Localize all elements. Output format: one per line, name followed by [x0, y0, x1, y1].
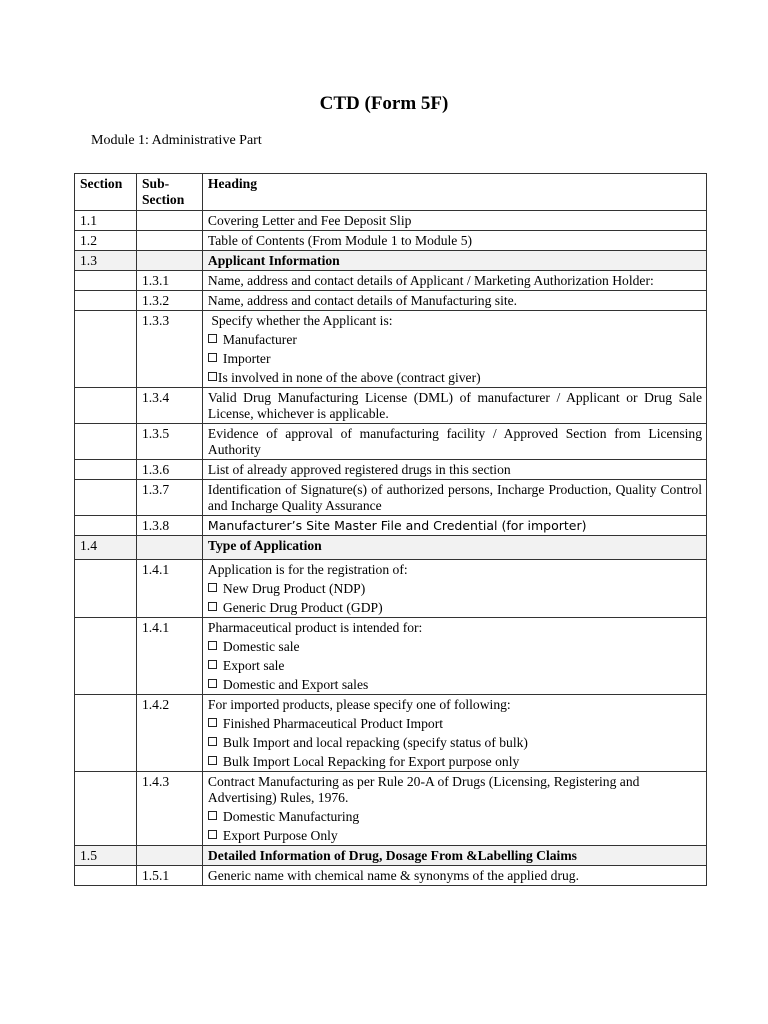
- option-label: Importer: [222, 351, 271, 366]
- section-cell: [75, 695, 137, 772]
- heading-text: Contract Manufacturing as per Rule 20-A of Drugs (Licensing, Registering and Advertising) Rules, 1976.: [207, 774, 640, 805]
- checkbox-icon[interactable]: [208, 583, 217, 592]
- subsection-cell: 1.3.4: [136, 388, 202, 424]
- section-cell: [75, 424, 137, 460]
- checkbox-icon[interactable]: [208, 756, 217, 765]
- module-label: Module 1: Administrative Part: [91, 133, 262, 148]
- checkbox-option[interactable]: [208, 370, 702, 386]
- subsection-cell: 1.3.8: [136, 516, 202, 536]
- checkbox-option[interactable]: [208, 828, 702, 844]
- heading-cell: [202, 311, 706, 388]
- option-label: New Drug Product (NDP): [222, 581, 366, 596]
- checkbox-icon[interactable]: [208, 737, 217, 746]
- heading-cell: Valid Drug Manufacturing License (DML) of manufacturer / Applicant or Drug Sale License, whichever is applicable.: [202, 388, 706, 424]
- section-cell: [75, 388, 137, 424]
- option-label: Export Purpose Only: [222, 828, 338, 843]
- table-row: [75, 516, 707, 536]
- section-cell: [75, 480, 137, 516]
- heading-text: Application is for the registration of:: [207, 562, 408, 577]
- table-row-section-heading: [75, 846, 707, 866]
- table-row: [75, 271, 707, 291]
- section-cell: [75, 618, 137, 695]
- option-label: Finished Pharmaceutical Product Import: [222, 716, 444, 731]
- table-row: [75, 695, 707, 772]
- option-label: Domestic sale: [222, 639, 300, 654]
- heading-cell: Evidence of approval of manufacturing facility / Approved Section from Licensing Authority: [202, 424, 706, 460]
- table-header-row: [75, 174, 707, 211]
- option-label: Bulk Import and local repacking (specify status of bulk): [222, 735, 528, 750]
- section-heading-cell: Detailed Information of Drug, Dosage From &Labelling Claims: [202, 846, 706, 866]
- heading-cell: [202, 560, 706, 618]
- table-row-section-heading: [75, 251, 707, 271]
- checkbox-icon[interactable]: [208, 334, 217, 343]
- section-cell: [75, 311, 137, 388]
- subsection-cell: 1.3.2: [136, 291, 202, 311]
- checkbox-icon[interactable]: [208, 830, 217, 839]
- section-heading-cell: Applicant Information: [202, 251, 706, 271]
- heading-cell: [202, 618, 706, 695]
- checkbox-option[interactable]: [208, 735, 702, 754]
- document-title: CTD (Form 5F): [319, 93, 449, 114]
- option-label: Export sale: [222, 658, 285, 673]
- checkbox-icon[interactable]: [208, 353, 217, 362]
- heading-cell: List of already approved registered drugs in this section: [202, 460, 706, 480]
- subsection-cell: 1.3.5: [136, 424, 202, 460]
- option-label: Manufacturer: [222, 332, 297, 347]
- section-cell: 1.4: [75, 536, 137, 560]
- table-row: [75, 866, 707, 886]
- table-row: [75, 231, 707, 251]
- heading-cell: Manufacturer’s Site Master File and Credential (for importer): [202, 516, 706, 536]
- subsection-cell: [136, 231, 202, 251]
- heading-text: Specify whether the Applicant is:: [207, 313, 393, 328]
- section-cell: 1.3: [75, 251, 137, 271]
- heading-text: For imported products, please specify one of following:: [207, 697, 511, 712]
- checkbox-icon[interactable]: [208, 811, 217, 820]
- heading-cell: Identification of Signature(s) of authorized persons, Incharge Production, Quality Control and Incharge Quality Assurance: [202, 480, 706, 516]
- checkbox-icon[interactable]: [208, 602, 217, 611]
- ctd-table: [74, 173, 707, 886]
- section-cell: 1.5: [75, 846, 137, 866]
- header-subsection: Sub-Section: [136, 174, 202, 211]
- checkbox-icon[interactable]: [208, 641, 217, 650]
- subsection-cell: [136, 251, 202, 271]
- table-row: [75, 480, 707, 516]
- table-row: [75, 424, 707, 460]
- subsection-cell: 1.5.1: [136, 866, 202, 886]
- subsection-cell: [136, 536, 202, 560]
- checkbox-option[interactable]: [208, 639, 702, 658]
- table-row: [75, 460, 707, 480]
- subsection-cell: 1.3.1: [136, 271, 202, 291]
- heading-cell: Generic name with chemical name & synonyms of the applied drug.: [202, 866, 706, 886]
- table-row: [75, 772, 707, 846]
- checkbox-option[interactable]: [208, 754, 702, 770]
- subsection-cell: [136, 846, 202, 866]
- subsection-cell: [136, 211, 202, 231]
- subsection-cell: 1.3.7: [136, 480, 202, 516]
- header-section: Section: [75, 174, 137, 211]
- checkbox-option[interactable]: [208, 716, 702, 735]
- table-row: [75, 291, 707, 311]
- option-label: Bulk Import Local Repacking for Export purpose only: [222, 754, 520, 769]
- checkbox-icon[interactable]: [208, 718, 217, 727]
- checkbox-option[interactable]: [208, 677, 702, 693]
- table-row: [75, 618, 707, 695]
- heading-cell: [202, 695, 706, 772]
- checkbox-option[interactable]: [208, 351, 702, 370]
- header-heading: Heading: [202, 174, 706, 211]
- heading-cell: Covering Letter and Fee Deposit Slip: [202, 211, 706, 231]
- section-cell: [75, 772, 137, 846]
- section-cell: 1.2: [75, 231, 137, 251]
- checkbox-icon[interactable]: [208, 372, 217, 381]
- table-row: [75, 560, 707, 618]
- heading-cell: Name, address and contact details of Manufacturing site.: [202, 291, 706, 311]
- checkbox-icon[interactable]: [208, 679, 217, 688]
- option-label: Is involved in none of the above (contract giver): [217, 370, 481, 385]
- section-cell: [75, 560, 137, 618]
- subsection-cell: 1.4.1: [136, 560, 202, 618]
- option-label: Domestic Manufacturing: [222, 809, 360, 824]
- checkbox-option[interactable]: [208, 332, 702, 351]
- subsection-cell: 1.4.3: [136, 772, 202, 846]
- option-label: Generic Drug Product (GDP): [222, 600, 383, 615]
- subsection-cell: 1.3.3: [136, 311, 202, 388]
- section-cell: [75, 516, 137, 536]
- checkbox-option[interactable]: [208, 581, 702, 600]
- checkbox-option[interactable]: [208, 600, 702, 616]
- table-row: [75, 388, 707, 424]
- heading-cell: [202, 772, 706, 846]
- section-cell: [75, 460, 137, 480]
- section-heading-cell: Type of Application: [202, 536, 706, 560]
- section-cell: [75, 271, 137, 291]
- table-row-section-heading: [75, 536, 707, 560]
- section-cell: [75, 291, 137, 311]
- heading-cell: Table of Contents (From Module 1 to Module 5): [202, 231, 706, 251]
- subsection-cell: 1.4.1: [136, 618, 202, 695]
- subsection-cell: 1.3.6: [136, 460, 202, 480]
- subsection-cell: 1.4.2: [136, 695, 202, 772]
- checkbox-option[interactable]: [208, 658, 702, 677]
- checkbox-icon[interactable]: [208, 660, 217, 669]
- checkbox-option[interactable]: [208, 809, 702, 828]
- table-row: [75, 311, 707, 388]
- section-cell: [75, 866, 137, 886]
- table-row: [75, 211, 707, 231]
- section-cell: 1.1: [75, 211, 137, 231]
- heading-text: Pharmaceutical product is intended for:: [207, 620, 423, 635]
- heading-cell: Name, address and contact details of Applicant / Marketing Authorization Holder:: [202, 271, 706, 291]
- option-label: Domestic and Export sales: [222, 677, 369, 692]
